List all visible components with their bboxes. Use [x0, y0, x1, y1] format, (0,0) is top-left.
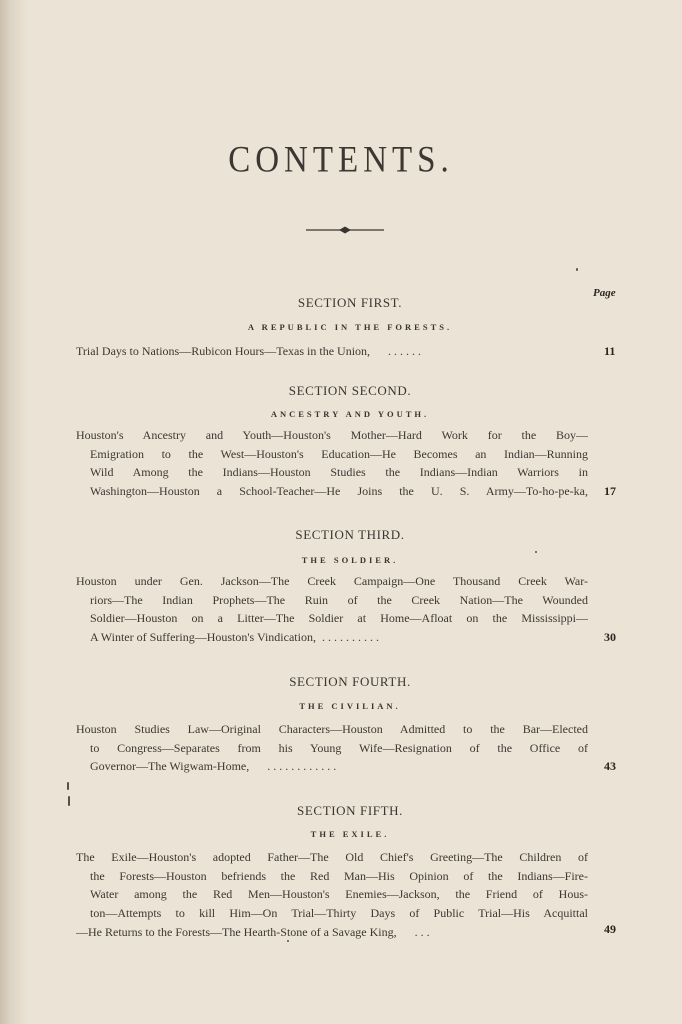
entry-line: Water among the Red Men—Houston's Enemies—Jackson, the Friend of Hous- [90, 887, 588, 902]
ink-speck [535, 551, 537, 553]
section-subtitle: ANCESTRY AND YOUTH. [270, 409, 430, 419]
page-column-label: Page [593, 287, 616, 299]
page-number: 11 [604, 344, 616, 358]
dot-leader: . . . . . . . . . . . . [267, 759, 337, 774]
page-number: 43 [604, 759, 616, 773]
page-number: 49 [604, 922, 616, 936]
page-number: 30 [604, 630, 616, 644]
entry-line: Soldier—Houston on a Litter—The Soldier at Home—Afloat on the Mississippi— [90, 611, 588, 626]
page-number: 17 [604, 484, 616, 498]
ornament-divider [306, 224, 384, 236]
entry-line: The Exile—Houston's adopted Father—The Old Chief's Greeting—The Children of [76, 850, 588, 864]
ink-mark [67, 782, 69, 790]
entry-line: the Forests—Houston befriends the Red Man—His Opinion of the Indians—Fire- [90, 868, 588, 883]
section-entry [76, 426, 588, 501]
section-subtitle: A REPUBLIC IN THE FORESTS. [247, 322, 453, 332]
section-entry [76, 720, 588, 776]
entry-line: Governor—The Wigwam-Home, . . . . . . . . . . . . [90, 759, 337, 774]
entry-line: —He Returns to the Forests—The Hearth-Stone of a Savage King, . . . [76, 924, 430, 939]
entry-line: riors—The Indian Prophets—The Ruin of the Creek Nation—The Wounded [90, 592, 588, 607]
entry-line: A Winter of Suffering—Houston's Vindication, . . . . . . . . . . [90, 630, 379, 645]
entry-line: Trial Days to Nations—Rubicon Hours—Texas in the Union, . . . . . . [76, 344, 422, 358]
section-heading: SECTION FIFTH. [297, 803, 403, 818]
entry-line: Houston under Gen. Jackson—The Creek Campaign—One Thousand Creek War- [76, 574, 588, 588]
ink-mark [68, 796, 70, 806]
section-heading: SECTION FOURTH. [289, 674, 411, 689]
section-entry [76, 342, 588, 361]
dot-leader: . . . . . . [388, 344, 422, 358]
entry-line: Houston's Ancestry and Youth—Houston's Mother—Hard Work for the Boy— [76, 428, 588, 442]
section-heading: SECTION FIRST. [297, 295, 403, 310]
page-title: CONTENTS. [228, 140, 454, 181]
entry-line: Wild Among the Indians—Houston Studies the Indians—Indian Warriors in [90, 465, 588, 480]
section-heading: SECTION THIRD. [295, 527, 405, 542]
section-heading: SECTION SECOND. [288, 383, 412, 398]
dot-leader: . . . . . . . . . . [321, 630, 379, 645]
section-entry [76, 848, 588, 942]
section-subtitle: THE CIVILIAN. [299, 701, 401, 711]
ink-speck [287, 940, 289, 942]
entry-line: Washington—Houston a School-Teacher—He Joins the U. S. Army—To-ho-pe-ka, [90, 484, 588, 499]
section-subtitle: THE SOLDIER. [301, 555, 399, 565]
entry-line: to Congress—Separates from his Young Wife—Resignation of the Office of [90, 740, 588, 755]
ink-speck [576, 268, 578, 271]
section-entry [76, 572, 588, 647]
entry-line: Emigration to the West—Houston's Education—He Becomes an Indian—Running [90, 446, 588, 461]
dot-leader: . . . [414, 924, 430, 939]
section-subtitle: THE EXILE. [310, 829, 390, 839]
entry-line: Houston Studies Law—Original Characters—Houston Admitted to the Bar—Elected [76, 722, 588, 736]
entry-line: ton—Attempts to kill Him—On Trial—Thirty Days of Public Trial—His Acquittal [90, 906, 588, 921]
